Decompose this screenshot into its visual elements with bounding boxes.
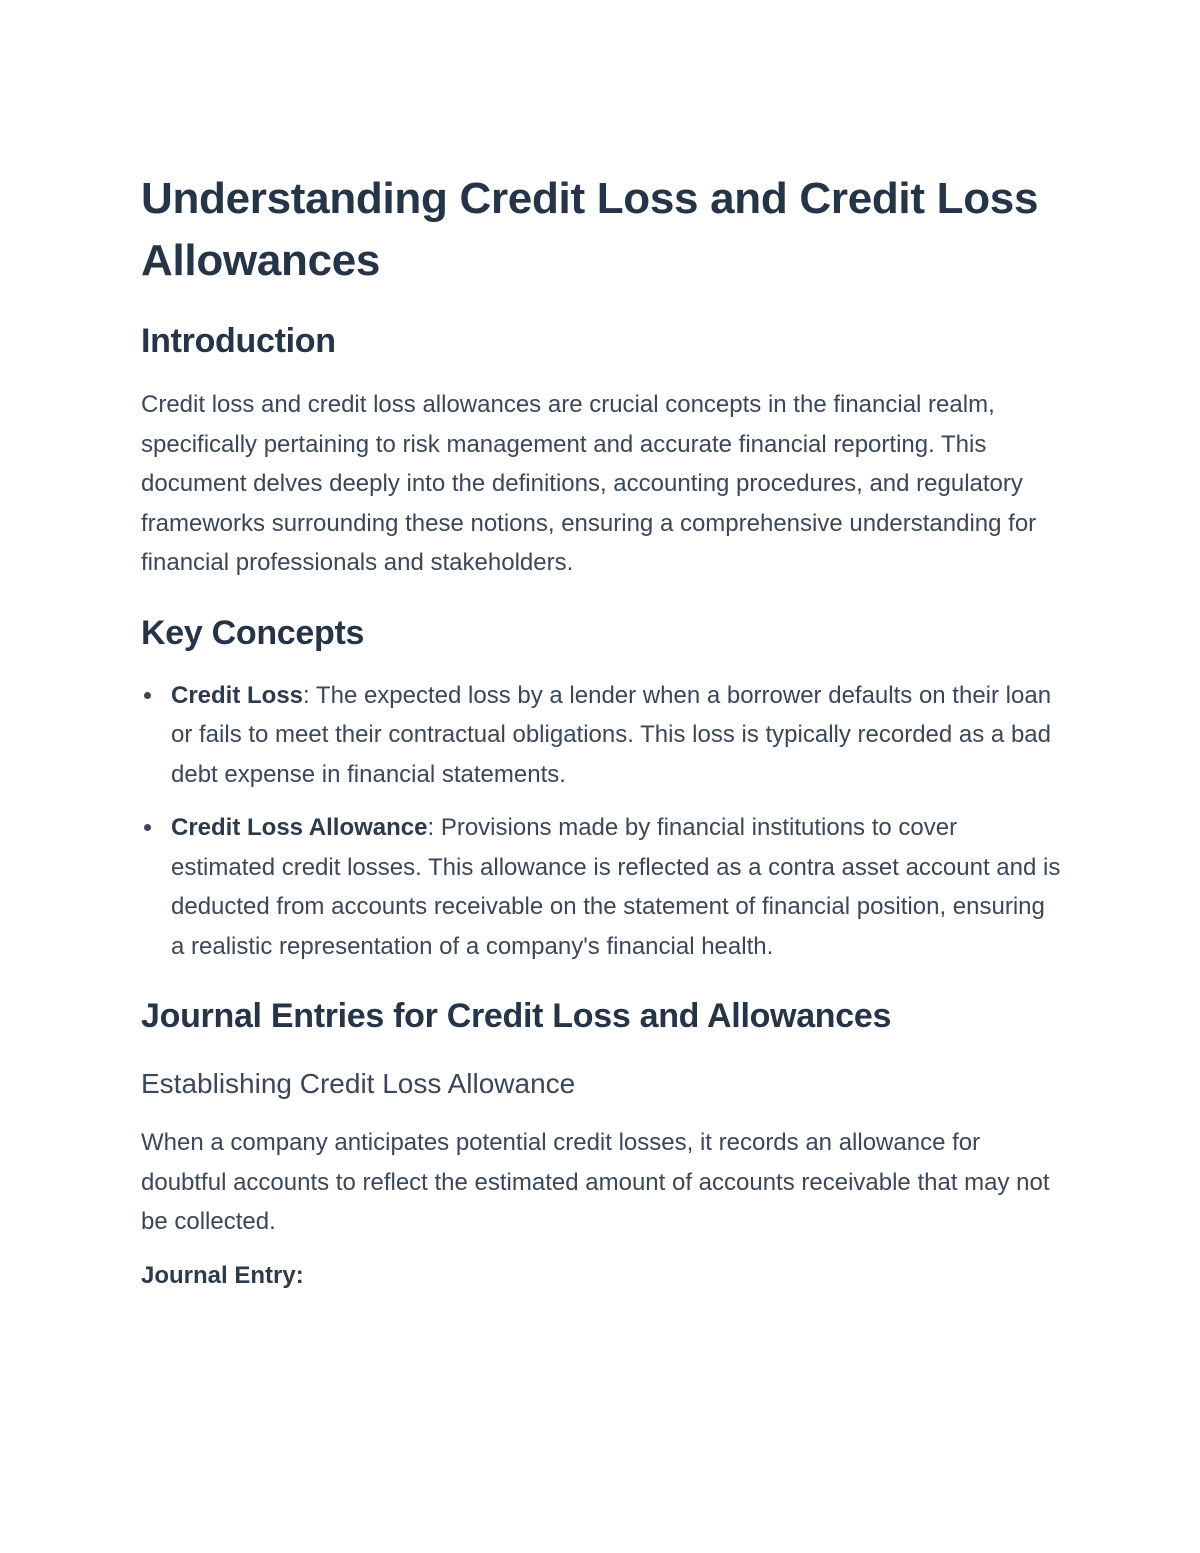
document-page — [141, 168, 1061, 1295]
concept-term: Credit Loss — [171, 681, 304, 709]
key-concepts-list — [141, 676, 1061, 967]
establishing-allowance-subheading: Establishing Credit Loss Allowance — [141, 1068, 576, 1099]
bullet-icon — [144, 824, 151, 831]
key-concepts-heading: Key Concepts — [141, 613, 365, 652]
introduction-paragraph: Credit loss and credit loss allowances are crucial concepts in the financial realm, specifically pertaining to risk management and accurate financial reporting. This document delves deeply into the definitions, accounting procedures, and regulatory frameworks surrounding these notions, ensuring a comprehensive understanding for financial professionals and stakeholders. — [141, 391, 1037, 576]
concept-term: Credit Loss Allowance — [171, 814, 428, 841]
establishing-allowance-paragraph: When a company anticipates potential credit losses, it records an allowance for doubtful accounts to reflect the estimated amount of accounts receivable that may not be collected. — [141, 1129, 1050, 1235]
journal-entry-label: Journal Entry: — [141, 1261, 304, 1289]
bullet-icon — [144, 692, 151, 699]
list-item — [141, 808, 1061, 966]
document-title: Understanding Credit Loss and Credit Loss Allowances — [141, 174, 1039, 285]
concept-definition: : The expected loss by a lender when a borrower defaults on their loan or fails to meet their contractual obligations. This loss is typically recorded as a bad debt expense in financial statements. — [171, 681, 1052, 788]
journal-entries-heading: Journal Entries for Credit Loss and Allowances — [141, 997, 892, 1035]
introduction-heading: Introduction — [141, 322, 336, 360]
list-item — [141, 676, 1061, 795]
concept-definition: : Provisions made by financial institutions to cover estimated credit losses. This allowance is reflected as a contra asset account and is deducted from accounts receivable on the statement of financial position, ensuring a realistic representation of a company's financial health. — [171, 814, 1061, 960]
